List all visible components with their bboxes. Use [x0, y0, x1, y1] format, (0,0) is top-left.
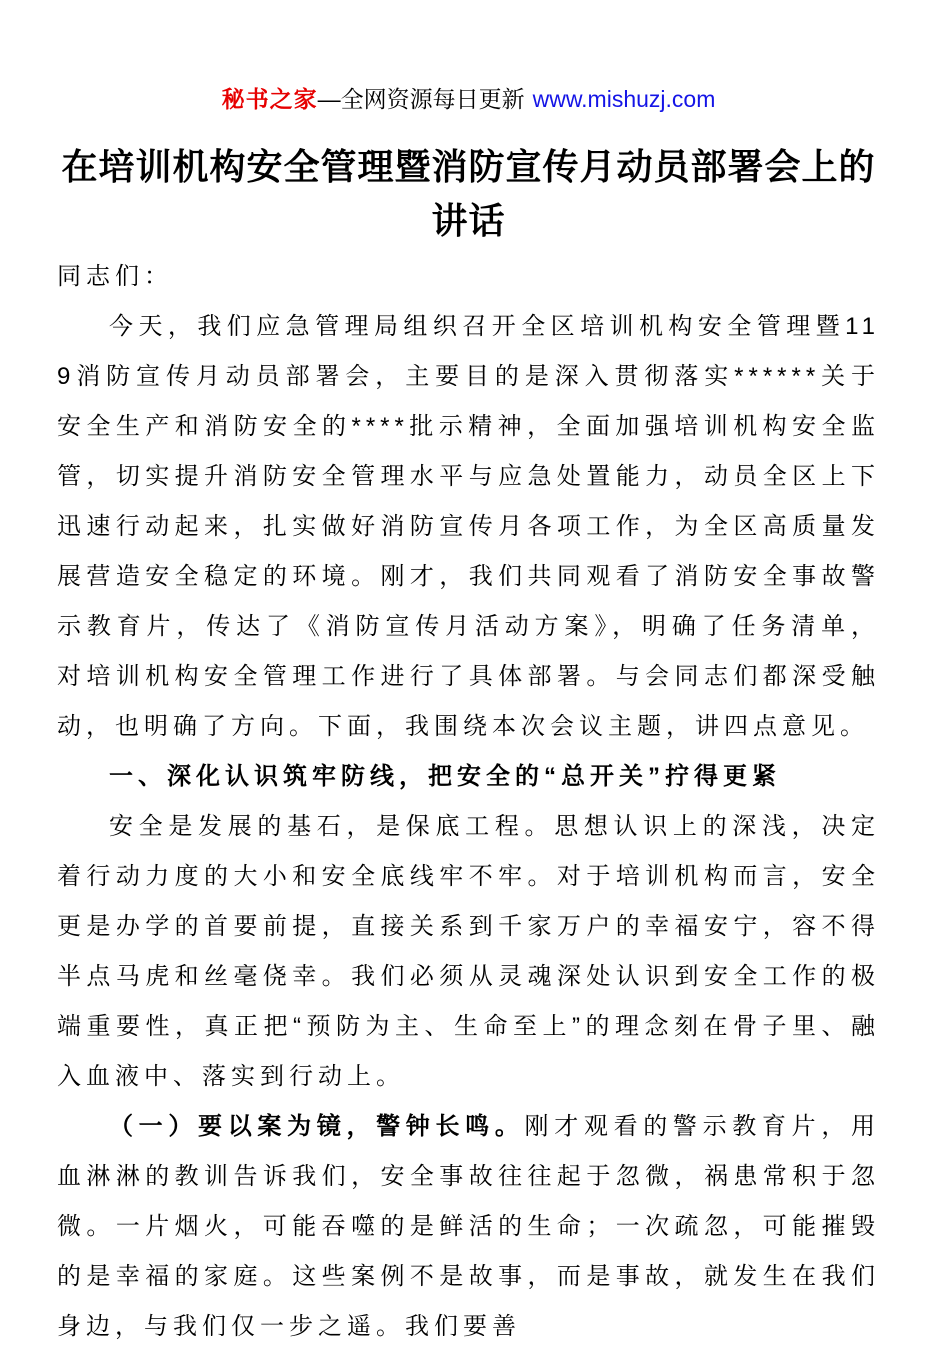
subsection1-text: 刚才观看的警示教育片，用血淋淋的教训告诉我们，安全事故往往起于忽微，祸患常积于忽微。一片烟火，可能吞噬的是鲜活的生命；一次疏忽，可能摧毁的是幸福的家庭。这些案例不是故事，而是事故，就发生在我们身边，与我们仅一步之遥。我们要善	[57, 1113, 881, 1340]
paragraph-intro: 今天，我们应急管理局组织召开全区培训机构安全管理暨119消防宣传月动员部署会，主要目的是深入贯彻落实******关于安全生产和消防安全的****批示精神，全面加强培训机构安全监管，切实提升消防安全管理水平与应急处置能力，动员全区上下迅速行动起来，扎实做好消防宣传月各项工作，为全区高质量发展营造安全稳定的环境。刚才，我们共同观看了消防安全事故警示教育片，传达了《消防宣传月活动方案》，明确了任务清单，对培训机构安全管理工作进行了具体部署。与会同志们都深受触动，也明确了方向。下面，我围绕本次会议主题，讲四点意见。	[57, 313, 880, 740]
document-title: 在培训机构安全管理暨消防宣传月动员部署会上的讲话	[61, 146, 876, 241]
section-heading-1: 一、深化认识筑牢防线，把安全的“总开关”拧得更紧	[109, 763, 781, 790]
site-brand: 秘书之家	[221, 86, 318, 112]
site-header	[57, 84, 880, 114]
subsection1-lead: （一）要以案为镜，警钟长鸣。	[109, 1113, 525, 1140]
site-tagline: —全网资源每日更新	[317, 86, 525, 112]
salutation: 同志们：	[57, 263, 173, 290]
document-body	[57, 252, 880, 1352]
site-url-link[interactable]: www.mishuzj.com	[532, 86, 716, 112]
paragraph-subsection1	[57, 1102, 880, 1352]
paragraph-section1: 安全是发展的基石，是保底工程。思想认识上的深浅，决定着行动力度的大小和安全底线牢不牢。对于培训机构而言，安全更是办学的首要前提，直接关系到千家万户的幸福安宁，容不得半点马虎和丝毫侥幸。我们必须从灵魂深处认识到安全工作的极端重要性，真正把“预防为主、生命至上”的理念刻在骨子里、融入血液中、落实到行动上。	[57, 813, 880, 1090]
